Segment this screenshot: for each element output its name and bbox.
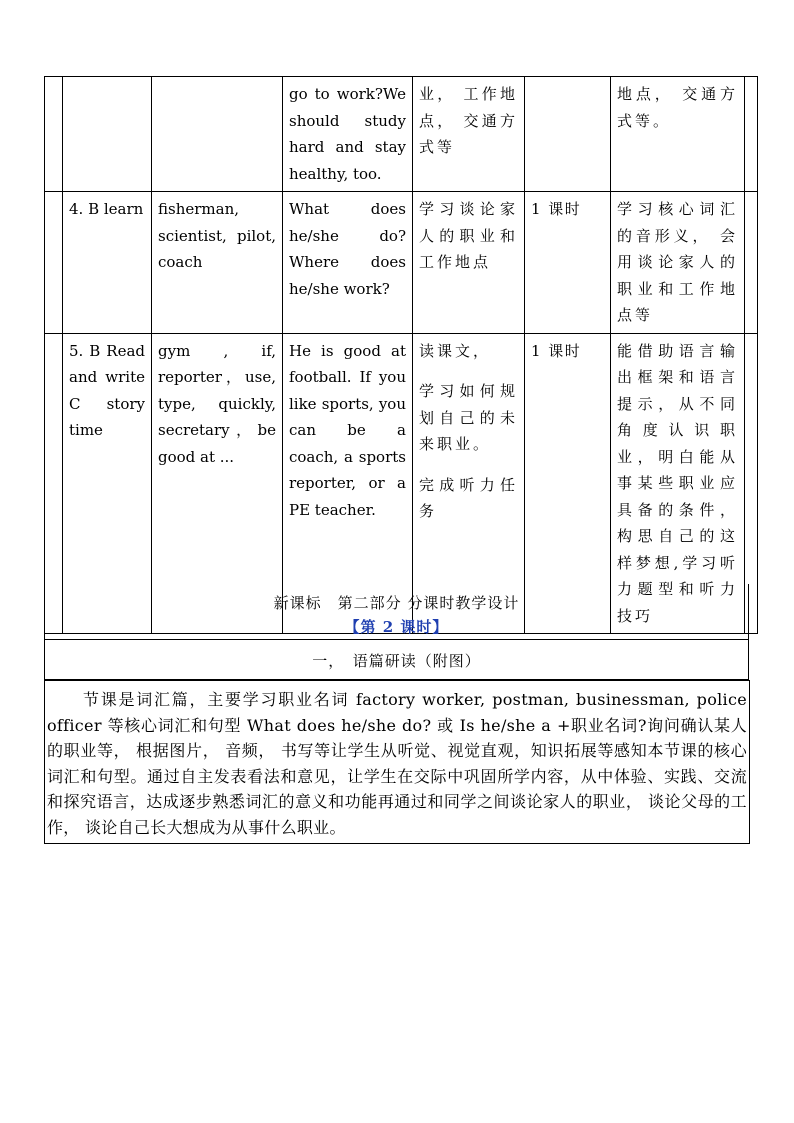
- text-analysis-paragraph: 节课是词汇篇，主要学习职业名词 factory worker, postman, businessman, police officer 等核心词汇和句型 What does he/she do? 或 Is he/she a +职业名词?询问确认某人的职业等， 根据图片， 音频， 书写等让学生从听觉、视觉直观，知识拓展等感知本节课的核心词汇和句型。通过自主发表看法和意见，让学生在交际中巩固所学内容，从中体验、实践、交流和探究语言，达成逐步熟悉词汇的意义和功能再通过和同学之间谈论家人的职业， 谈论父母的工作， 谈论自己长大想成为从事什么职业。: [47, 690, 747, 837]
- lesson-plan-table: [44, 76, 758, 634]
- tasks-cell: [413, 192, 525, 334]
- lesson-number-title: 【第 2 课时】: [344, 618, 449, 636]
- gutter-cell: [45, 77, 63, 192]
- lesson-cell: 4. B learn: [63, 192, 152, 334]
- tasks-cell: [413, 77, 525, 192]
- table-row: [45, 192, 758, 334]
- task-text: 完成听力任务: [419, 475, 518, 520]
- lesson-cell: 5. B Read and write C story time: [63, 333, 152, 634]
- task-text: 学习谈论家人的职业和工作地点: [419, 200, 518, 271]
- edge-cell: [745, 77, 758, 192]
- goals-cell: 学习核心词汇的音形义， 会用谈论家人的职业和工作地点等: [611, 192, 745, 334]
- table-row: [45, 77, 758, 192]
- vocabulary-cell: fisherman, scientist, pilot, coach: [152, 192, 283, 334]
- goals-cell: 能借助语言输出框架和语言提示，从不同角度认识职业，明白能从事某些职业应具备的条件，构思自己的这样梦想,学习听力题型和听力技巧: [611, 333, 745, 634]
- sentences-cell: He is good at football. If you like sports, you can be a coach, a sports reporter, or a PE teacher.: [283, 333, 413, 634]
- hours-cell: [525, 77, 611, 192]
- hours-cell: 1 课时: [525, 192, 611, 334]
- vocabulary-cell: [152, 77, 283, 192]
- task-text: 业， 工作地点， 交通方式等: [419, 85, 518, 156]
- section-heading-box: [44, 584, 749, 680]
- hours-cell: 1 课时: [525, 333, 611, 634]
- gutter-cell: [45, 192, 63, 334]
- divider: [45, 639, 748, 640]
- task-text: 学习如何规划自己的未来职业。: [419, 382, 518, 453]
- vocabulary-cell: gym , if, reporter，use, type, quickly, secretary，be good at ...: [152, 333, 283, 634]
- text-analysis-box: [44, 680, 750, 844]
- subsection-title: 一， 语篇研读（附图）: [312, 652, 481, 670]
- edge-cell: [745, 192, 758, 334]
- goals-cell: 地点， 交通方式等。: [611, 77, 745, 192]
- section-title: 新课标 第二部分 分课时教学设计: [273, 594, 520, 612]
- sentences-cell: go to work?We should study hard and stay healthy, too.: [283, 77, 413, 192]
- sentences-cell: What does he/she do? Where does he/she work?: [283, 192, 413, 334]
- task-text: 读课文，: [419, 341, 492, 360]
- lesson-cell: [63, 77, 152, 192]
